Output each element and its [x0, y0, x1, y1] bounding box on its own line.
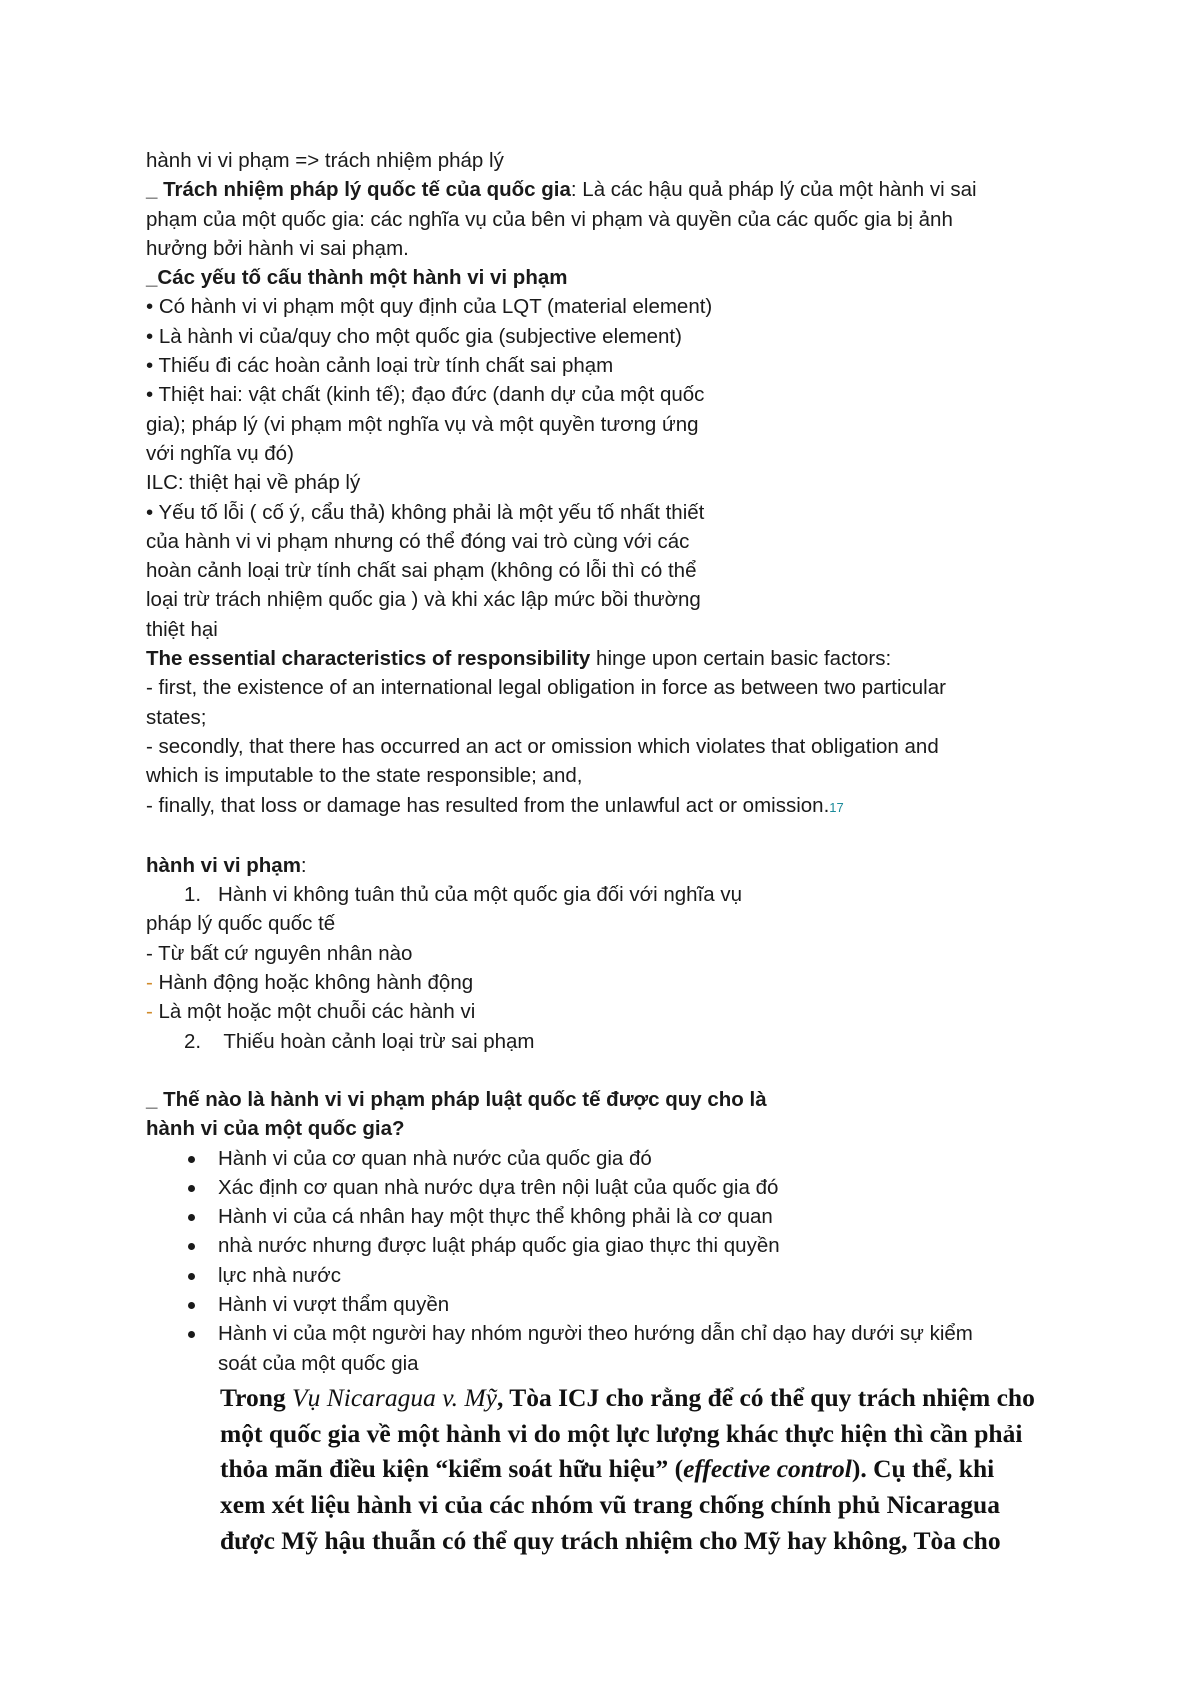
- list-item: Hành vi của một người hay nhóm người theo hướng dẫn chỉ dạo hay dưới sự kiểm soát của một quốc gia: [146, 1319, 1076, 1378]
- elements-line: của hành vi vi phạm nhưng có thể đóng vai trò cùng với các: [146, 529, 690, 553]
- bullet-icon: [188, 1214, 195, 1221]
- attribution-section: [146, 1085, 1076, 1378]
- elements-line: gia); pháp lý (vi phạm một nghĩa vụ và một quyền tương ứng: [146, 412, 699, 436]
- elements-line: • Có hành vi vi phạm một quy định của LQT (material element): [146, 295, 713, 319]
- dash-item: - Hành động hoặc không hành động: [146, 971, 474, 995]
- list-item: Hành vi vượt thẩm quyền: [146, 1290, 1076, 1319]
- list-number: 1.: [184, 883, 202, 907]
- violation-heading: hành vi vi phạm: [146, 853, 301, 877]
- elements-line: • Là hành vi của/quy cho một quốc gia (subjective element): [146, 324, 682, 348]
- key-term-en: effective control: [683, 1454, 852, 1484]
- elements-line: • Thiếu đi các hoàn cảnh loại trừ tính chất sai phạm: [146, 354, 614, 378]
- definition-text: hưởng bởi hành vi sai phạm.: [146, 236, 409, 260]
- violation-item: Hành vi không tuân thủ của một quốc gia đối với nghĩa vụ: [218, 883, 743, 907]
- bullet-icon: [188, 1156, 195, 1163]
- essential-bold: The essential characteristics of responsibility: [146, 647, 591, 671]
- definition-term: _ Trách nhiệm pháp lý quốc tế của quốc gia: [146, 178, 571, 202]
- list-number: 2.: [184, 1029, 202, 1053]
- case-name: Vụ Nicaragua v. Mỹ: [292, 1382, 497, 1412]
- elements-list: [146, 292, 1076, 644]
- attribution-heading: hành vi của một quốc gia?: [146, 1117, 405, 1141]
- elements-line: loại trừ trách nhiệm quốc gia ) và khi xác lập mức bồi thường: [146, 588, 701, 612]
- essential-line: - first, the existence of an international legal obligation in force as between two particular: [146, 676, 946, 700]
- elements-line: hoàn cảnh loại trừ tính chất sai phạm (không có lỗi thì có thể: [146, 559, 697, 583]
- essential-line: which is imputable to the state responsible; and,: [146, 764, 583, 788]
- list-item: lực nhà nước: [146, 1261, 1076, 1290]
- elements-line: ILC: thiệt hại về pháp lý: [146, 471, 361, 495]
- essential-characteristics: [146, 644, 1076, 822]
- essential-line: - finally, that loss or damage has resulted from the unlawful act or omission.: [146, 793, 830, 817]
- essential-line: - secondly, that there has occurred an act or omission which violates that obligation and: [146, 734, 939, 758]
- intro-line: hành vi vi phạm => trách nhiệm pháp lý: [146, 149, 504, 172]
- list-item: Xác định cơ quan nhà nước dựa trên nội luật của quốc gia đó: [146, 1173, 1076, 1202]
- attribution-heading: _ Thế nào là hành vi vi phạm pháp luật quốc tế được quy cho là: [146, 1087, 767, 1111]
- case-paragraph: Trong Vụ Nicaragua v. Mỹ, Tòa ICJ cho rằng để có thể quy trách nhiệm cho một quốc gia về một hành vi do một lực lượng khác thực hiện thì cần phải thỏa mãn điều kiện “kiểm soát hữu hiệu” (effective control). Cụ thể, khi xem xét liệu hành vi của các nhóm vũ trang chống chính phủ Nicaragua được Mỹ hậu thuẫn có thể quy trách nhiệm cho Mỹ hay không, Tòa cho: [220, 1382, 1035, 1556]
- list-item: nhà nước nhưng được luật pháp quốc gia giao thực thi quyền: [146, 1231, 1076, 1260]
- definition-text: : Là các hậu quả pháp lý của một hành vi sai: [570, 178, 977, 202]
- elements-line: • Yếu tố lỗi ( cố ý, cẩu thả) không phải là một yếu tố nhất thiết: [146, 500, 705, 524]
- violation-item: Thiếu hoàn cảnh loại trừ sai phạm: [218, 1029, 535, 1053]
- elements-heading: _Các yếu tố cấu thành một hành vi vi phạm: [146, 266, 568, 290]
- document-body: [146, 146, 1076, 1559]
- list-item: Hành vi của cá nhân hay một thực thể không phải là cơ quan: [146, 1202, 1076, 1231]
- bullet-icon: [188, 1331, 195, 1338]
- dash-item: - Từ bất cứ nguyên nhân nào: [146, 941, 413, 965]
- violation-colon: :: [300, 853, 307, 877]
- attribution-bullets: [146, 1144, 1076, 1378]
- spacer: [146, 1056, 1076, 1085]
- violation-item-cont: pháp lý quốc quốc tế: [146, 912, 336, 936]
- dash-mark: -: [146, 941, 153, 965]
- list-item: Hành vi của cơ quan nhà nước của quốc gia đó: [146, 1144, 1076, 1173]
- footnote-ref[interactable]: 17: [829, 799, 844, 815]
- bullet-icon: [188, 1302, 195, 1309]
- definition-paragraph: [146, 175, 1076, 263]
- essential-rest: hinge upon certain basic factors:: [590, 647, 892, 671]
- elements-line: • Thiệt hai: vật chất (kinh tế); đạo đức (danh dự của một quốc: [146, 383, 705, 407]
- dash-mark: -: [146, 1000, 153, 1024]
- key-term: kiểm soát hữu hiệu: [448, 1454, 656, 1484]
- essential-line: states;: [146, 705, 207, 729]
- elements-line: với nghĩa vụ đó): [146, 441, 294, 465]
- bullet-icon: [188, 1185, 195, 1192]
- bullet-icon: [188, 1273, 195, 1280]
- dash-item: - Là một hoặc một chuỗi các hành vi: [146, 1000, 476, 1024]
- dash-mark: -: [146, 971, 153, 995]
- spacer: [146, 822, 1076, 851]
- bullet-icon: [188, 1243, 195, 1250]
- elements-line: thiệt hại: [146, 617, 218, 641]
- definition-text: phạm của một quốc gia: các nghĩa vụ của bên vi phạm và quyền của các quốc gia bị ảnh: [146, 207, 953, 231]
- violation-section: [146, 851, 1076, 1056]
